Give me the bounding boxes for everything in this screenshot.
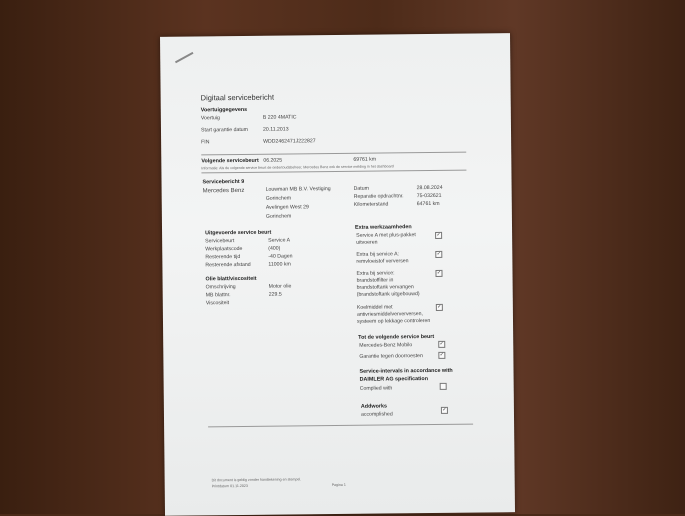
performed-value: Service A bbox=[268, 237, 291, 244]
print-date: Printdatum 01.11.2023 bbox=[211, 483, 248, 489]
fin-value: WDD2462471J222827 bbox=[263, 138, 316, 145]
addworks-heading: Addworks bbox=[360, 403, 387, 410]
intervals-heading: DAIMLER AG specification bbox=[359, 376, 429, 383]
extra-checkbox[interactable] bbox=[436, 304, 443, 311]
document-title: Digitaal servicebericht bbox=[200, 92, 275, 103]
oil-label: Omschrijving bbox=[205, 284, 236, 291]
report-heading: Servicebericht 9 bbox=[202, 178, 245, 186]
service-report-paper bbox=[160, 33, 515, 516]
extra-item-text: brandstoffilter in bbox=[356, 277, 394, 284]
extra-item-text: uitvoeren bbox=[356, 239, 378, 246]
warranty-value: 20.11.2013 bbox=[262, 126, 289, 133]
date-label: Datum bbox=[353, 185, 369, 192]
performed-value: 11000 km bbox=[268, 261, 291, 268]
fin-label: FIN bbox=[201, 139, 210, 146]
performed-label: Servicebeurt bbox=[205, 238, 235, 245]
oil-label: Viscositeit bbox=[205, 300, 230, 307]
performed-label: Resterende afstand bbox=[205, 261, 251, 269]
intervals-heading: Service-intervals in accordance with bbox=[359, 367, 453, 375]
extra-heading: Extra werkzaamheden bbox=[354, 224, 412, 231]
next-service-km: 69761 km bbox=[353, 156, 377, 163]
until-next-heading: Tot de volgende service beurt bbox=[358, 333, 435, 341]
oil-value: 229.5 bbox=[268, 291, 282, 298]
footer-note: Dit document is geldig zonder handtekening en stempel. bbox=[211, 477, 302, 483]
until-next-checkbox[interactable] bbox=[438, 352, 445, 359]
divider bbox=[208, 424, 473, 428]
dealer-line: Gorinchem bbox=[265, 213, 292, 220]
dealer-line: Gorinchem bbox=[265, 195, 292, 202]
intervals-item: Complied with bbox=[359, 385, 393, 392]
odometer-value: 64761 km bbox=[416, 200, 440, 208]
next-service-label: Volgende servicebeurt bbox=[201, 157, 259, 165]
extra-checkbox[interactable] bbox=[435, 232, 442, 239]
brand-name: Mercedes Benz bbox=[202, 187, 245, 195]
oil-heading: Olie blatt/viscositeit bbox=[205, 275, 257, 283]
performed-value: -40 Dagen bbox=[268, 253, 293, 260]
until-next-checkbox[interactable] bbox=[438, 341, 445, 348]
warranty-label: Start garantie datum bbox=[200, 126, 249, 134]
next-service-date: 06.2025 bbox=[263, 157, 283, 164]
next-service-note: Informatie: Als de volgende service beurt de ondertoudsbeheer, Mercedes Benz ook de service melding in het dashboard bbox=[201, 164, 394, 171]
dealer-line: Louwman MB B.V. Vestiging bbox=[265, 186, 331, 193]
extra-item-text: Service A met plus-pakket bbox=[356, 232, 416, 239]
order-value: 75-032621 bbox=[416, 192, 442, 200]
extra-checkbox[interactable] bbox=[435, 251, 442, 258]
performed-label: Werkplaatscode bbox=[205, 245, 243, 253]
extra-item-text: Extra bij service A: bbox=[356, 251, 400, 258]
extra-item-text: Koelmiddel met bbox=[356, 304, 393, 311]
performed-value: (400) bbox=[268, 245, 281, 252]
page-number: Pagina 1 bbox=[331, 482, 346, 488]
order-label: Reparatie opdrachtnr. bbox=[353, 193, 404, 200]
divider bbox=[201, 152, 466, 156]
addworks-checkbox[interactable] bbox=[441, 407, 448, 414]
until-next-item: Garantie tegen doorroesten bbox=[359, 353, 423, 360]
vehicle-value: B 220 4MATIC bbox=[262, 114, 297, 121]
divider bbox=[201, 170, 466, 174]
extra-item-text: systeem op lekkage controleren bbox=[356, 318, 431, 325]
addworks-item: accomplished bbox=[360, 411, 393, 418]
until-next-item: Mercedes-Benz Mobilo bbox=[359, 342, 413, 349]
staple-mark bbox=[175, 52, 194, 63]
extra-item-text: (brandstoftank uitgebouwd) bbox=[356, 291, 420, 298]
extra-item-text: remvloeistof verversen bbox=[356, 258, 409, 265]
extra-item-text: antivriesmiddelververversen, bbox=[356, 311, 423, 318]
dealer-line: Avelingen West 29 bbox=[265, 204, 309, 211]
oil-value: Motor olie bbox=[268, 283, 292, 290]
extra-item-text: Extra bij service: bbox=[356, 270, 395, 277]
performed-heading: Uitgevoerde service beurt bbox=[205, 229, 272, 237]
date-value: 28.08.2024 bbox=[416, 184, 443, 192]
oil-label: MB blattnr. bbox=[205, 292, 231, 299]
extra-item-text: brandstoftank vervangen bbox=[356, 284, 414, 291]
odometer-label: Kilometerstand bbox=[353, 201, 389, 208]
intervals-checkbox[interactable] bbox=[440, 383, 447, 390]
vehicle-label: Voertuig bbox=[200, 115, 220, 122]
extra-checkbox[interactable] bbox=[435, 270, 442, 277]
vehicle-heading: Voertuiggegevens bbox=[200, 106, 248, 114]
performed-label: Resterende tijd bbox=[205, 254, 241, 261]
